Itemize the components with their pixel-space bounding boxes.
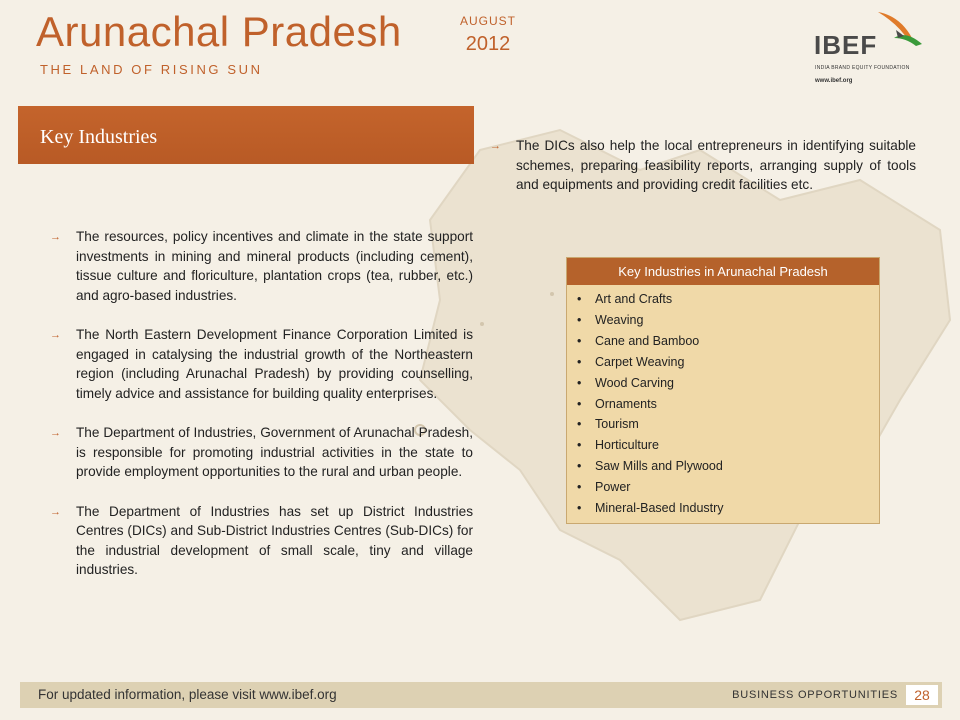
- list-item: [50, 502, 473, 580]
- bullet-text: The Department of Industries has set up District Industries Centres (DICs) and Sub-District Industries Centres (Sub-DICs) for the industrial development of small scale, tiny and village industries.: [76, 503, 473, 577]
- industry-item: • Saw Mills and Plywood: [577, 459, 723, 474]
- industry-item: • Mineral-Based Industry: [577, 501, 724, 516]
- section-title: Key Industries: [40, 126, 158, 148]
- industry-item: • Art and Crafts: [577, 292, 673, 306]
- section-header: [18, 106, 474, 164]
- report-month: AUGUST: [459, 14, 516, 28]
- industry-item: • Horticulture: [577, 438, 659, 453]
- arrow-icon: →: [50, 505, 61, 518]
- industry-item: • Ornaments: [577, 396, 657, 411]
- right-bullet-list: [490, 136, 916, 215]
- industry-item: • Carpet Weaving: [577, 354, 685, 369]
- page-title: Arunachal Pradesh: [36, 8, 402, 55]
- list-item: [50, 423, 473, 482]
- page-number: 28: [906, 685, 938, 705]
- industry-item: • Power: [577, 480, 631, 495]
- footer-note[interactable]: For updated information, please visit www.ibef.org: [38, 687, 337, 702]
- industry-item: • Wood Carving: [577, 375, 674, 390]
- bullet-text: The DICs also help the local entrepreneurs in identifying suitable schemes, preparing feasibility reports, arranging supply of tools and equipments and providing credit facilities etc.: [516, 138, 916, 192]
- logo-url: www.ibef.org: [815, 78, 853, 84]
- arrow-icon: →: [50, 231, 61, 243]
- footer-bar: [20, 682, 942, 708]
- bullet-text: The Department of Industries, Government of Arunachal Pradesh, is responsible for promoting industrial activities in the state to provide employment opportunities to the rural and urban people.: [76, 425, 473, 479]
- logo-full-name: INDIA BRAND EQUITY FOUNDATION: [815, 65, 910, 71]
- footer-section: BUSINESS OPPORTUNITIES: [732, 689, 898, 701]
- list-item: [50, 325, 473, 403]
- bird-icon: [870, 8, 926, 52]
- ibef-logo: [808, 8, 928, 92]
- table-heading: Key Industries in Arunachal Pradesh: [567, 258, 879, 285]
- list-item: [490, 136, 916, 195]
- arrow-icon: →: [50, 427, 61, 439]
- bullet-text: The resources, policy incentives and climate in the state support investments in mining and mineral products (including cement), tissue culture and floriculture, plantation crops (tea, rubber, etc.) and agro-based industries.: [76, 229, 473, 303]
- industry-item: • Tourism: [577, 417, 639, 432]
- arrow-icon: →: [50, 329, 61, 341]
- bullet-text: The North Eastern Development Finance Corporation Limited is engaged in catalysing the industrial growth of the Northeastern region (including Arunachal Pradesh) by providing counselling, timely advice and assistance for building quality enterprises.: [76, 327, 473, 401]
- page-subtitle: THE LAND OF RISING SUN: [40, 62, 263, 77]
- industries-list: [567, 285, 879, 519]
- industry-item: • Cane and Bamboo: [577, 333, 700, 348]
- report-year: 2012: [465, 33, 511, 55]
- list-item: [50, 227, 473, 305]
- arrow-icon: →: [490, 140, 501, 152]
- left-bullet-list: [50, 227, 473, 600]
- logo-brand: IBEF: [814, 30, 878, 60]
- industry-item: • Weaving: [577, 312, 644, 327]
- key-industries-table: [566, 257, 880, 524]
